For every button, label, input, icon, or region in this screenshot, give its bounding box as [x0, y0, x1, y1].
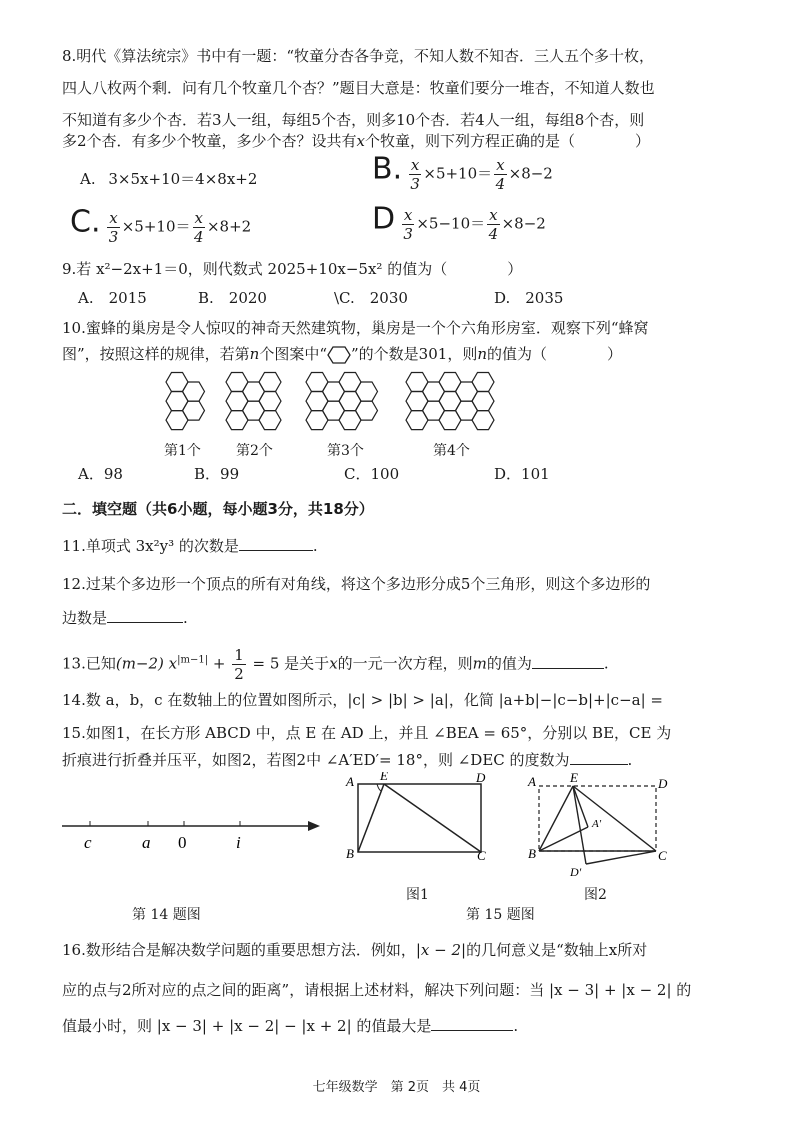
q13-answer-blank[interactable]: [532, 654, 604, 669]
number-line-label-c: c: [84, 833, 92, 852]
q15-end: .: [627, 751, 633, 769]
q8-option-b[interactable]: [372, 151, 553, 193]
q8-option-c-label: C.: [70, 204, 101, 240]
figure-2-caption: 图2: [584, 887, 607, 903]
q8-option-b-frac2: $\frac{x}{4}$: [495, 156, 506, 193]
q8-option-d-mid: ×5−10＝: [416, 214, 486, 233]
q8-line3: 不知道有多少个杏．若3人一组，每组5个杏，则多10个杏．若4人一组，每组8个杏，则: [62, 111, 645, 129]
figure-2-be: [539, 786, 573, 851]
q16-line1: [62, 940, 647, 960]
q8-option-a-label: A.: [80, 170, 96, 188]
q8-option-d-frac2: $\frac{x}{4}$: [488, 206, 499, 243]
q12-line1: 12.过某个多边形一个顶点的所有对角线，将这个多边形分成5个三角形，则这个多边形的: [62, 575, 651, 593]
fig2-label-c: C: [658, 848, 667, 863]
figure-2: [524, 772, 684, 882]
fig2-label-a: A: [528, 774, 536, 789]
q10-line2-a: 图”，按照这样的规律，若第: [62, 345, 250, 363]
q12-text: 边数是: [62, 609, 108, 627]
fig1-label-c: C: [477, 848, 486, 862]
q8-option-d[interactable]: [372, 201, 546, 243]
q16-line1-b: 的几何意义是“数轴上x所对: [466, 941, 648, 959]
q8-line4-b: 个牧童，则下列方程正确的是（ ）: [365, 132, 651, 150]
honeycomb-2-hexagon: [259, 392, 281, 411]
q10-option-b[interactable]: B．99: [194, 465, 240, 483]
q9-option-b[interactable]: B. 2020: [198, 289, 267, 307]
q8-option-d-frac1: $\frac{x}{3}$: [403, 206, 413, 243]
q8-line4-var: x: [356, 132, 366, 150]
figure-1: [344, 772, 494, 862]
honeycomb-1-hexagon: [183, 382, 205, 401]
fig1-label-a: A: [346, 774, 354, 789]
q8-option-c[interactable]: [70, 204, 252, 246]
honeycomb-3-hexagon: [356, 382, 378, 401]
honeycomb-2-hexagon: [259, 411, 281, 430]
q13-var2: m: [472, 654, 487, 673]
q10-line2-var2: n: [477, 345, 487, 363]
q8-line4-a: 多2个杏．有多少个牧童，多少个杏？设共有: [62, 132, 357, 150]
q9-option-d[interactable]: D. 2035: [494, 289, 564, 307]
q10-line2: [62, 344, 622, 365]
q9-option-a[interactable]: A. 2015: [78, 289, 147, 307]
q8-option-c-mid: ×5+10＝: [121, 217, 191, 236]
q8-option-c-frac1: $\frac{x}{3}$: [108, 209, 119, 246]
q13-f: 的值为: [486, 654, 532, 673]
q16-end: .: [513, 1017, 519, 1035]
q16-answer-blank[interactable]: [431, 1016, 513, 1031]
honeycomb-2-hexagon: [259, 373, 281, 392]
q8-option-b-mid: ×5+10＝: [423, 164, 493, 183]
fig1-label-b: B: [346, 846, 354, 861]
q13-var: x: [329, 654, 338, 673]
q10-option-a[interactable]: A．98: [78, 465, 123, 483]
figure-1-segment-ce: [384, 784, 481, 852]
q13-frac: $\frac{1}{2}$: [234, 646, 244, 683]
q8-line2: 四人八枚两个剩．问有几个牧童几个杏？”题目大意是：牧童们要分一堆杏，不知道人数也: [62, 79, 655, 97]
honeycomb-label-1: 第1个: [164, 443, 201, 459]
q15-answer-blank[interactable]: [570, 750, 628, 765]
q13-a: 13.已知: [62, 654, 116, 673]
honeycomb-4-hexagon: [472, 373, 494, 392]
q12-answer-blank[interactable]: [107, 608, 183, 623]
fig2-label-d: D: [658, 776, 668, 791]
q15-text: 折痕进行折叠并压平，如图2，若图2中 ∠A′ED′= 18°，则 ∠DEC 的度数为: [62, 751, 570, 769]
q14-text: 14.数 a，b，c 在数轴上的位置如图所示，|c| > |b| > |a|，化简 |a+b|−|c−b|+|c−a| =: [62, 691, 663, 709]
q13-c: +: [208, 654, 231, 673]
number-line-figure: [58, 810, 328, 860]
q9-option-c[interactable]: \C. 2030: [334, 289, 408, 307]
figure-1-segment-be: [358, 784, 384, 852]
fig1-label-d: D: [476, 772, 486, 785]
honeycomb-figures: [0, 368, 793, 448]
honeycomb-1-hexagon: [183, 401, 205, 420]
fig2-label-d-prime: D': [570, 865, 582, 879]
figure-2-d-prime-c: [586, 851, 656, 864]
q12-end: .: [183, 609, 188, 627]
number-line-label-0: 0: [178, 833, 187, 852]
fig2-label-a-prime: A': [592, 818, 602, 830]
q11-answer-blank[interactable]: [239, 536, 313, 551]
q8-option-b-frac1: $\frac{x}{3}$: [410, 156, 420, 193]
q10-option-c[interactable]: C．100: [344, 465, 400, 483]
q10-line2-d: 的值为（ ）: [487, 345, 623, 363]
q16-line1-a: 16.数形结合是解决数学问题的重要思想方法．例如，: [62, 941, 416, 959]
q8-option-b-label: B.: [372, 151, 403, 187]
q10-line2-c: ”的个数是301，则: [351, 345, 478, 363]
honeycomb-4-hexagon: [472, 392, 494, 411]
q8-option-c-end: ×8+2: [206, 217, 252, 236]
q13: [62, 646, 609, 683]
q16-line3: [62, 1016, 518, 1036]
number-line-arrow: [308, 821, 320, 831]
section-fill-in-title: 二．填空题（共6小题，每小题3分，共18分）: [62, 500, 374, 518]
fig2-label-b: B: [528, 846, 536, 861]
fig1-label-e: E: [380, 772, 388, 783]
page-footer: 七年级数学 第 2页 共 4页: [312, 1080, 481, 1095]
q8-option-d-end: ×8−2: [501, 214, 546, 233]
honeycomb-label-3: 第3个: [327, 443, 364, 459]
q10-line1: 10.蜜蜂的巢房是令人惊叹的神奇天然建筑物，巢房是一个个六角形房室．观察下列“蜂窝: [62, 319, 649, 337]
q10-option-d[interactable]: D．101: [494, 465, 550, 483]
q13-sup: |m−1|: [177, 654, 209, 666]
q8-line4: [62, 131, 650, 151]
number-line-label-a: a: [142, 833, 151, 852]
q13-b: (m−2) x: [115, 654, 178, 673]
q14-figure-caption: 第 14 题图: [132, 907, 201, 923]
number-line-label-b: i: [236, 833, 241, 852]
q15-line2: [62, 750, 632, 770]
q8-line1: 8.明代《算法统宗》书中有一题：“牧童分杏各争竞，不知人数不知杏．三人五个多十枚，: [62, 47, 654, 65]
figure-1-rectangle: [358, 784, 481, 852]
q9-stem: 9.若 x²−2x+1＝0，则代数式 2025+10x−5x² 的值为（ ）: [62, 260, 523, 278]
honeycomb-3-hexagon: [356, 401, 378, 420]
q11: [62, 536, 318, 556]
q10-line2-var: n: [249, 345, 260, 363]
honeycomb-hexagons: [166, 373, 494, 430]
honeycomb-4-hexagon: [472, 411, 494, 430]
q16-line2: 应的点与2所对应的点之间的距离”，请根据上述材料，解决下列问题：当 |x − 3| + |x − 2| 的: [62, 981, 692, 999]
honeycomb-label-4: 第4个: [433, 443, 470, 459]
q12-line2: [62, 608, 188, 628]
q13-e: 的一元一次方程，则: [337, 654, 473, 673]
honeycomb-label-2: 第2个: [236, 443, 273, 459]
fig2-label-e: E: [570, 772, 578, 785]
hexagon-icon: [327, 345, 351, 365]
q15-figure-caption: 第 15 题图: [466, 907, 535, 923]
q8-option-d-label: D: [372, 201, 396, 237]
q16-line1-abs: |x − 2|: [415, 941, 467, 959]
figure-1-caption: 图1: [406, 887, 429, 903]
q13-end: .: [603, 654, 609, 673]
q8-option-a[interactable]: [80, 169, 257, 189]
q11-end: .: [312, 537, 318, 555]
q8-option-a-expr: 3×5x+10＝4×8x+2: [108, 170, 258, 188]
q13-d: = 5 是关于: [247, 654, 330, 673]
q16-line3-text: 值最小时，则 |x − 3| + |x − 2| − |x + 2| 的值最大是: [62, 1017, 432, 1035]
figure-2-ed-prime: [573, 786, 586, 864]
q8-option-c-frac2: $\frac{x}{4}$: [193, 209, 204, 246]
q10-line2-b: 个图案中“: [259, 345, 328, 363]
q11-text: 11.单项式 3x²y³ 的次数是: [62, 537, 239, 555]
q8-option-b-end: ×8−2: [508, 164, 553, 183]
q15-line1: 15.如图1，在长方形 ABCD 中，点 E 在 AD 上，并且 ∠BEA = 65°，分别以 BE，CE 为: [62, 724, 672, 742]
